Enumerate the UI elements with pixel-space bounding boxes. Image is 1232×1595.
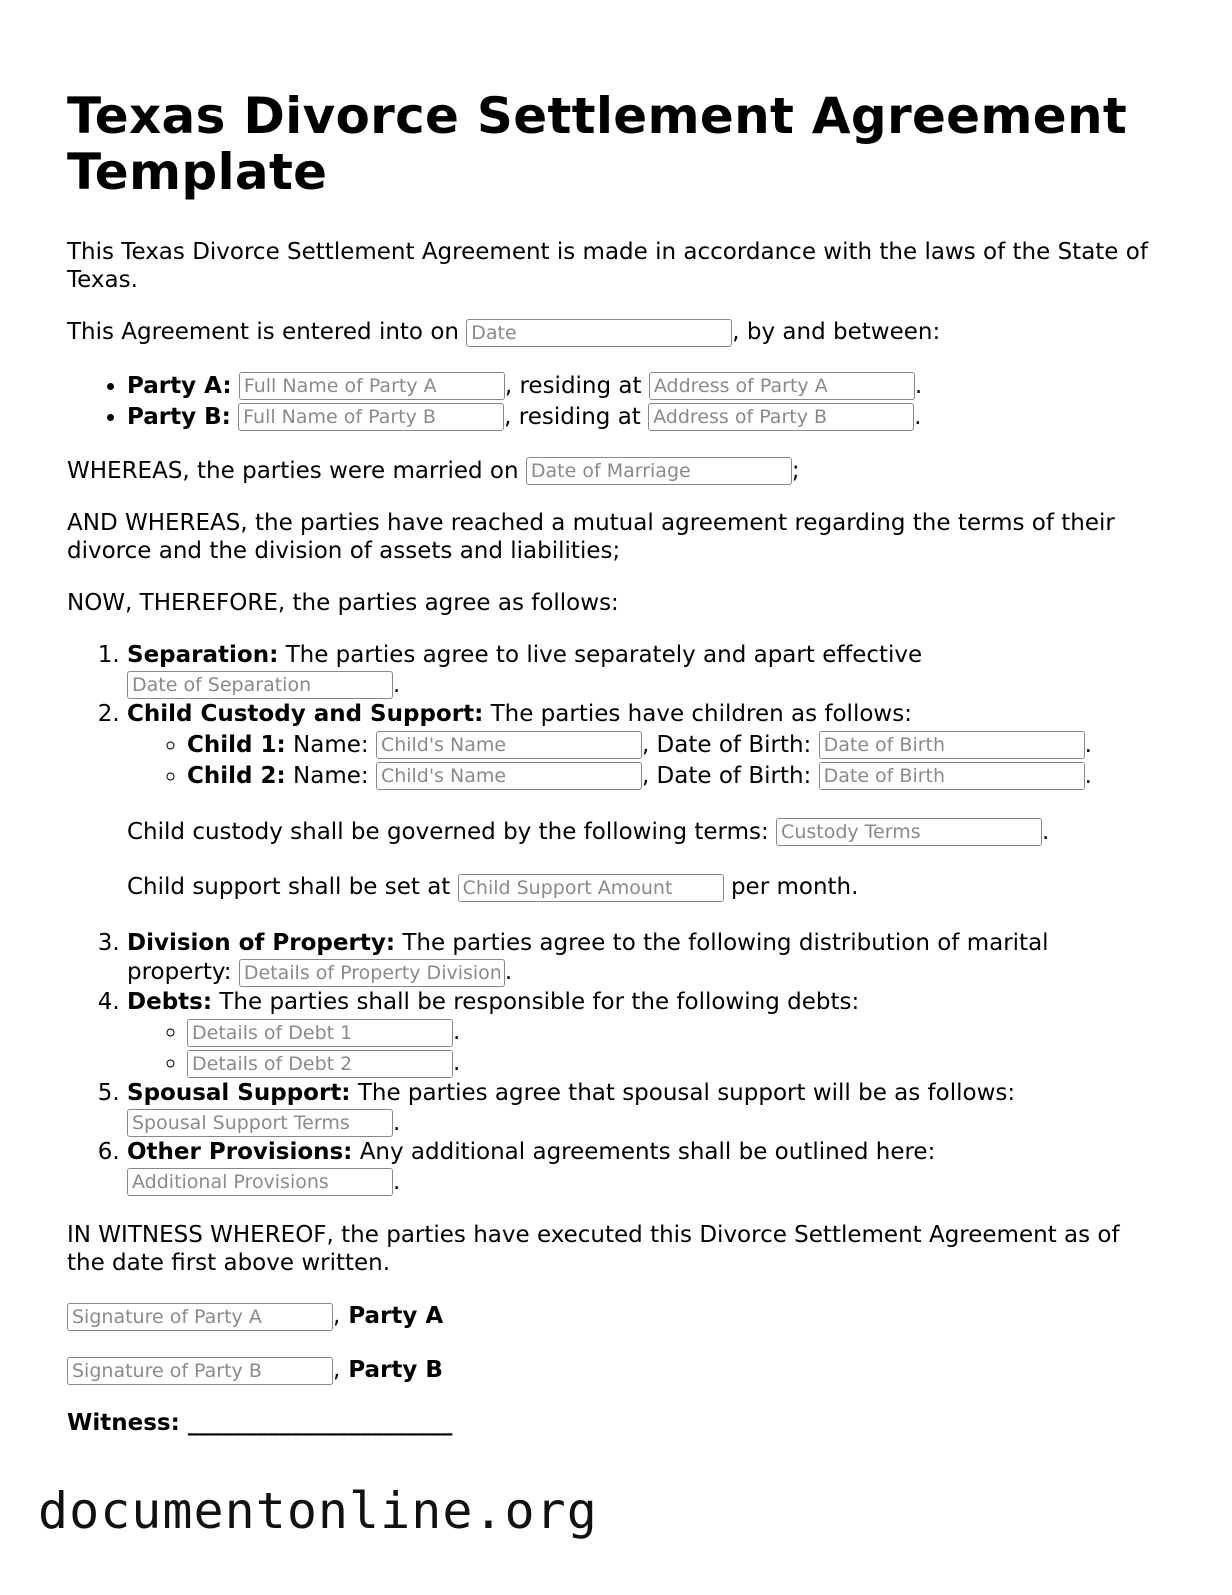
separation-date-input[interactable] [127, 671, 393, 699]
party-b-label: Party B: [127, 403, 231, 430]
custody-label: Child Custody and Support: [127, 701, 484, 727]
child-1-name-label: Name: [285, 731, 376, 758]
signature-party-b-input[interactable] [67, 1357, 333, 1385]
other-text: Any additional agreements shall be outlined here: [352, 1139, 936, 1165]
spousal-support-input[interactable] [127, 1109, 393, 1137]
signature-party-b-comma: , [333, 1357, 341, 1383]
signature-party-a-input[interactable] [67, 1303, 333, 1331]
spousal-label: Spousal Support: [127, 1080, 351, 1106]
property-label: Division of Property: [127, 929, 396, 956]
party-a-end: . [914, 372, 923, 399]
term-spousal-support [127, 1079, 1157, 1138]
intro-paragraph: This Texas Divorce Settlement Agreement is made in accordance with the laws of the State of Texas. [67, 239, 1148, 293]
document [67, 88, 1157, 1437]
debt-2-item [187, 1048, 1157, 1079]
additional-provisions-input[interactable] [127, 1168, 393, 1196]
child-support-suffix: per month. [723, 874, 859, 900]
separation-text: The parties agree to live separately and apart effective [278, 642, 923, 668]
entered-suffix: , by and between: [732, 319, 941, 345]
child-support-line [127, 873, 1157, 903]
custody-terms-prefix: Child custody shall be governed by the following terms: [127, 818, 769, 845]
signature-party-a-comma: , [333, 1303, 341, 1329]
child-2-dob-input[interactable] [819, 762, 1085, 790]
witness-line [67, 1409, 1157, 1437]
child-2-end: . [1084, 762, 1092, 789]
child-1-end: . [1084, 731, 1092, 758]
marriage-date-input[interactable] [526, 457, 792, 485]
other-end: . [393, 1168, 401, 1195]
signature-party-b-label: Party B [340, 1357, 443, 1383]
married-suffix: ; [791, 457, 800, 484]
page-title: Texas Divorce Settlement Agreement Template [67, 87, 1128, 201]
now-therefore-paragraph: NOW, THEREFORE, the parties agree as follows: [67, 590, 619, 616]
child-1-label: Child 1: [187, 731, 286, 758]
party-a-residing: , residing at [504, 372, 642, 399]
child-2-name-label: Name: [285, 762, 376, 789]
debt-2-input[interactable] [187, 1050, 453, 1078]
child-2-dob-label: , Date of Birth: [641, 762, 819, 789]
signature-party-b-line [67, 1355, 1157, 1385]
term-property [127, 929, 1157, 988]
debts-text: The parties shall be responsible for the following debts: [212, 988, 860, 1015]
child-1-dob-input[interactable] [819, 731, 1085, 759]
separation-label: Separation: [127, 642, 279, 668]
custody-terms-line [127, 818, 1157, 848]
custody-text: The parties have children as follows: [483, 701, 912, 727]
terms-list [67, 641, 1157, 1197]
debt-1-item [187, 1017, 1157, 1048]
agreement-date-input[interactable] [466, 319, 732, 347]
children-list [127, 730, 1157, 792]
signature-party-a-line [67, 1301, 1157, 1331]
property-text: The parties agree to the following distribution of marital property: [127, 929, 1049, 985]
debt-2-end: . [453, 1050, 461, 1076]
child-1-dob-label: , Date of Birth: [641, 731, 819, 758]
debt-1-end: . [453, 1019, 461, 1045]
other-label: Other Provisions: [127, 1139, 353, 1165]
debts-list [127, 1017, 1157, 1079]
child-1-name-input[interactable] [376, 731, 642, 759]
party-a-label: Party A: [127, 372, 232, 399]
custody-terms-end: . [1042, 818, 1050, 845]
entered-into-line [67, 318, 1157, 347]
child-2-name-input[interactable] [376, 762, 642, 790]
witness-clause: IN WITNESS WHEREOF, the parties have executed this Divorce Settlement Agreement as of the date first above written. [67, 1222, 1120, 1276]
party-b-residing: , residing at [504, 403, 641, 430]
child-2-item [187, 761, 1157, 792]
witness-label: Witness: [67, 1410, 180, 1436]
term-other-provisions [127, 1138, 1157, 1197]
married-prefix: WHEREAS, the parties were married on [67, 457, 519, 484]
party-b-name-input[interactable] [238, 403, 504, 431]
child-support-prefix: Child support shall be set at [127, 874, 451, 900]
child-1-item [187, 730, 1157, 761]
debts-label: Debts: [127, 988, 213, 1015]
term-debts [127, 988, 1157, 1080]
term-separation [127, 641, 1157, 700]
separation-end: . [393, 671, 401, 698]
witness-blank: _______________________ [179, 1410, 453, 1436]
debt-1-input[interactable] [187, 1019, 453, 1047]
watermark: documentonline.org [38, 1482, 598, 1540]
parties-list [67, 371, 1157, 433]
child-2-label: Child 2: [187, 762, 286, 789]
party-a-item [127, 371, 1157, 402]
property-division-input[interactable] [239, 959, 505, 987]
custody-terms-input[interactable] [776, 818, 1042, 846]
term-child-custody [127, 700, 1157, 903]
spousal-end: . [393, 1109, 401, 1136]
married-line [67, 457, 1157, 486]
spousal-text: The parties agree that spousal support will be as follows: [350, 1080, 1016, 1106]
child-support-amount-input[interactable] [458, 874, 724, 902]
whereas-paragraph: AND WHEREAS, the parties have reached a mutual agreement regarding the terms of their divorce and the division of assets and liabilities; [67, 510, 1115, 564]
party-b-item [127, 402, 1157, 433]
party-a-name-input[interactable] [239, 372, 505, 400]
signature-party-a-label: Party A [340, 1303, 444, 1329]
property-end: . [504, 959, 513, 985]
entered-prefix: This Agreement is entered into on [67, 319, 459, 345]
party-b-address-input[interactable] [648, 403, 914, 431]
party-b-end: . [914, 403, 922, 430]
party-a-address-input[interactable] [649, 372, 915, 400]
